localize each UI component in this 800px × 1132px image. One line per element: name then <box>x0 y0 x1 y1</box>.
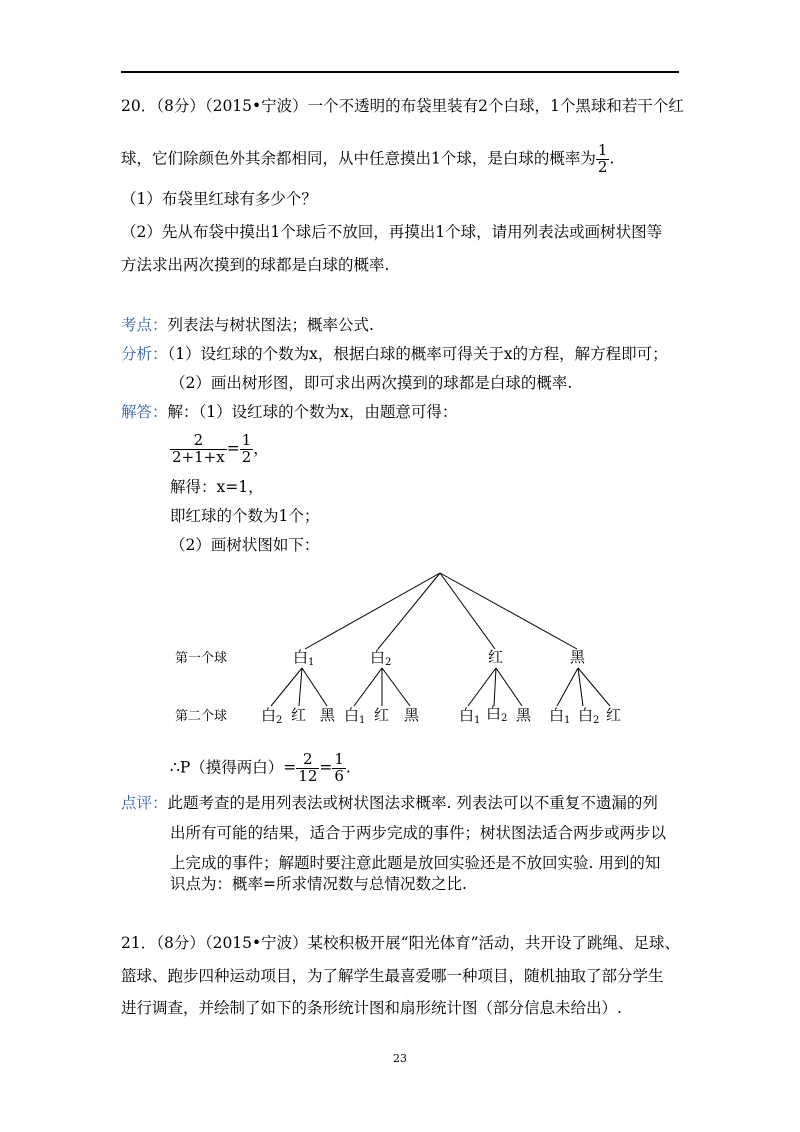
q20-sub1: （1）布袋里红球有多少个？ <box>121 190 317 208</box>
kaodian-label: 考点： <box>121 316 168 334</box>
node-main: 黑 <box>320 706 336 724</box>
node-main: 红 <box>488 648 504 666</box>
q21-line3: 进行调查，并绘制了如下的条形统计图和扇形统计图（部分信息未给出）. <box>121 999 622 1017</box>
branch-2-1 <box>354 668 382 706</box>
node-main: 红 <box>374 706 390 724</box>
tree-node-second-10 <box>549 708 570 726</box>
branch-root-3 <box>440 573 495 649</box>
branch-root-4 <box>440 573 577 649</box>
fenxi-label: 分析： <box>121 345 168 363</box>
tree-node-first-1 <box>293 650 314 668</box>
eq-equals: = <box>226 439 240 458</box>
node-main: 黑 <box>516 706 532 724</box>
node-sub: 1 <box>308 657 315 668</box>
dianping-line3: 上完成的事件；解题时要注意此题是放回实验还是不放回实验. 用到的知 <box>170 854 661 872</box>
q21-line1: 21．（8分）（2015•宁波）某校积极开展“阳光体育”活动，共开设了跳绳、足球、 <box>121 934 681 952</box>
node-main: 黑 <box>404 706 420 724</box>
node-sub: 1 <box>474 715 481 726</box>
node-sub: 2 <box>276 715 283 726</box>
node-main: 红 <box>606 706 622 724</box>
tree-node-first-3 <box>488 650 503 668</box>
tree-node-second-5 <box>374 708 389 726</box>
q20-sub2-line1: （2）先从布袋中摸出1个球后不放回，再摸出1个球，请用列表法或画树状图等 <box>121 223 663 241</box>
q20-frac-num: 1 <box>597 141 608 159</box>
dianping-text1: 此题考查的是用列表法或树状图法求概率. 列表法可以不重复不遗漏的列 <box>167 794 658 812</box>
eq-left-den: 2+1+x <box>172 447 225 466</box>
q20-line2-text: 球，它们除颜色外其余都相同，从中任意摸出1个球，是白球的概率为 <box>121 149 596 168</box>
prob-den1: 12 <box>298 766 318 785</box>
branch-4-1 <box>557 668 578 706</box>
jieda-line5: （2）画树状图如下： <box>170 536 320 554</box>
node-main: 黑 <box>570 648 586 666</box>
tree-node-second-7 <box>459 708 480 726</box>
tree-node-second-3 <box>320 708 335 726</box>
q20-line1: 20．（8分）（2015•宁波）一个不透明的布袋里装有2个白球，1个黑球和若干个红 <box>121 97 684 115</box>
node-sub: 2 <box>501 713 508 724</box>
node-main: 红 <box>291 706 307 724</box>
prob-frac1 <box>296 752 319 785</box>
tree-node-first-2 <box>370 650 391 668</box>
prob-prefix: ∴P（摸得两白）= <box>170 758 297 777</box>
branch-2-3 <box>382 668 410 706</box>
branch-3-2 <box>494 668 496 706</box>
node-main: 白 <box>486 704 502 722</box>
branch-3-3 <box>496 668 522 706</box>
tree-node-second-2 <box>291 708 306 726</box>
eq-right-den: 2 <box>241 447 252 466</box>
jieda-line3: 解得：x=1， <box>170 478 264 496</box>
prob-frac2 <box>332 752 346 785</box>
tree-node-first-4 <box>570 650 585 668</box>
eq-right-num: 1 <box>241 431 252 449</box>
tree-node-second-11 <box>578 708 599 726</box>
tree-level1-label: 第一个球 <box>175 651 228 666</box>
tree-node-second-8 <box>486 706 507 724</box>
node-main: 白 <box>578 706 594 724</box>
prob-num2: 1 <box>334 750 344 768</box>
branch-3-1 <box>468 668 496 706</box>
node-main: 白 <box>293 648 309 666</box>
tree-node-second-12 <box>606 708 621 726</box>
prob-line <box>170 752 351 785</box>
fenxi-text1: （1）设红球的个数为x，根据白球的概率可得关于x的方程，解方程即可； <box>167 345 668 363</box>
branch-root-2 <box>378 573 440 649</box>
page-number: 23 <box>393 1052 407 1065</box>
node-main: 白 <box>344 706 360 724</box>
prob-end: . <box>345 758 351 777</box>
tree-node-second-4 <box>344 708 365 726</box>
tree-level2-label: 第二个球 <box>175 709 228 724</box>
branch-4-3 <box>578 668 610 706</box>
prob-den2: 6 <box>334 766 344 785</box>
node-sub: 1 <box>359 715 366 726</box>
eq-end: ， <box>253 439 269 458</box>
node-sub: 1 <box>564 715 571 726</box>
node-main: 白 <box>459 706 475 724</box>
dianping-line2: 出所有可能的结果，适合于两步完成的事件；树状图法适合两步或两步以 <box>170 824 667 842</box>
node-sub: 2 <box>593 715 600 726</box>
kaodian-text: 列表法与树状图法；概率公式. <box>167 316 374 334</box>
dianping-line1 <box>121 796 658 812</box>
q21-line2: 篮球、跑步四种运动项目，为了解学生最喜爱哪一种项目，随机抽取了部分学生 <box>121 967 664 985</box>
jieda-label: 解答： <box>121 403 168 421</box>
node-main: 白 <box>261 706 277 724</box>
q20-frac-den: 2 <box>597 157 608 176</box>
q20-sub2-line2: 方法求出两次摸到的球都是白球的概率. <box>121 256 390 274</box>
q20-line2-end: . <box>609 149 615 168</box>
jieda-text1: 解：（1）设红球的个数为x，由题意可得： <box>167 403 458 421</box>
node-main: 白 <box>549 706 565 724</box>
node-sub: 2 <box>385 657 392 668</box>
node-main: 白 <box>370 648 386 666</box>
dianping-label: 点评： <box>121 794 168 812</box>
prob-num1: 2 <box>303 750 313 768</box>
branch-1-3 <box>302 668 327 706</box>
tree-node-second-9 <box>516 708 531 726</box>
branch-root-1 <box>305 573 440 649</box>
branch-1-1 <box>271 668 302 706</box>
branch-1-2 <box>299 668 302 706</box>
tree-node-second-1 <box>261 708 282 726</box>
tree-node-second-6 <box>404 708 419 726</box>
jieda-line4: 即红球的个数为1个； <box>170 507 320 525</box>
fenxi-line2: （2）画出树形图，即可求出两次摸到的球都是白球的概率. <box>170 374 573 392</box>
dianping-line4: 识点为：概率=所求情况数与总情况数之比. <box>170 875 467 893</box>
prob-eq: = <box>319 758 333 777</box>
eq-left-num: 2 <box>193 431 204 449</box>
